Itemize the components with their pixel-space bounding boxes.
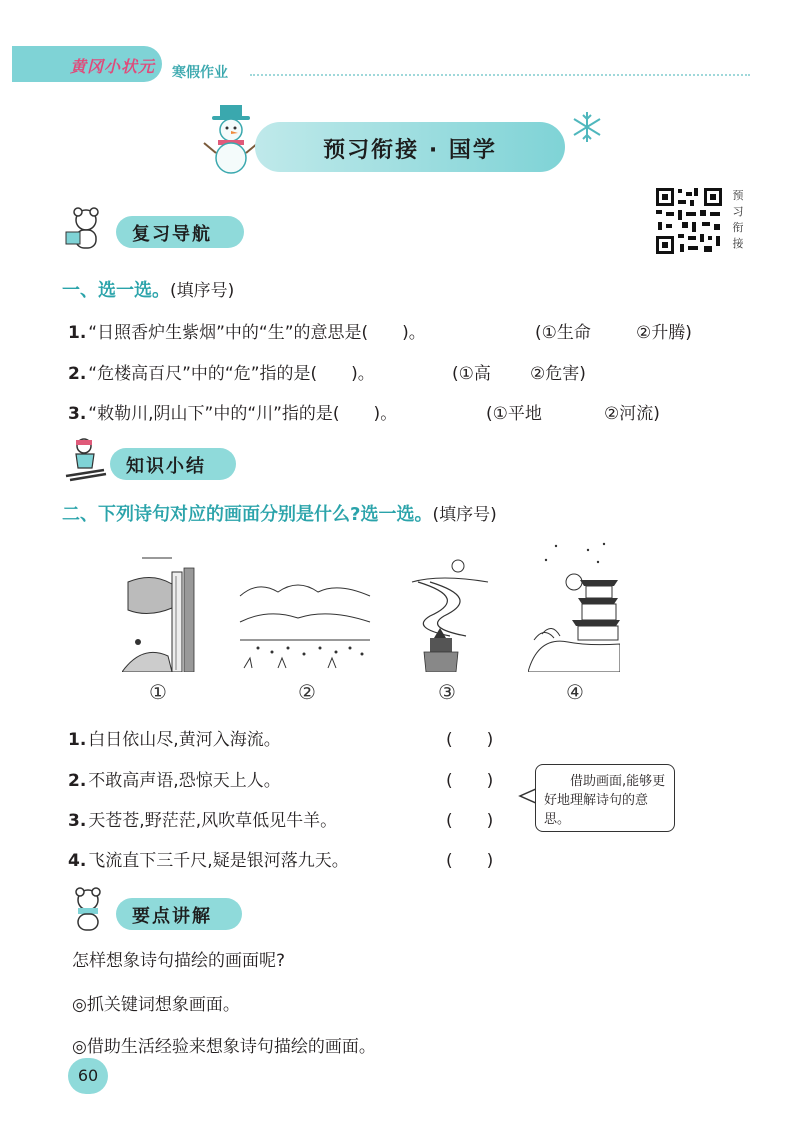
part2-item-2: 2. 不敢高声语,恐惊天上人。 — [68, 771, 281, 791]
part2-item-4: 4. 飞流直下三千尺,疑是银河落九天。 — [68, 851, 349, 871]
part1-item-2-option-b: ②危害) — [530, 364, 586, 384]
section-knowledge-label: 知识小结 — [126, 456, 206, 477]
picture-night-tower — [528, 540, 620, 672]
picture-label-4: ④ — [566, 680, 584, 704]
picture-label-1: ① — [149, 680, 167, 704]
snowflake-icon — [570, 110, 604, 144]
key-point-2: ◎借助生活经验来想象诗句描绘的画面。 — [72, 1037, 376, 1057]
part2-item-3-blank[interactable]: ( ) — [446, 811, 494, 831]
part1-item-3-option-a: (①平地 — [486, 404, 542, 424]
section-knowledge — [110, 448, 236, 480]
tip-text: 借助画面,能够更好地理解诗句的意思。 — [544, 774, 666, 827]
part1-item-3-option-b: ②河流) — [604, 404, 660, 424]
section-review — [116, 216, 244, 248]
section-key-points-label: 要点讲解 — [132, 906, 212, 927]
part1-item-1-option-b: ②升腾) — [636, 323, 692, 343]
part1-heading: 一、选一选。(填序号) — [62, 280, 235, 301]
picture-yellow-river — [410, 552, 490, 672]
part2-item-1-blank[interactable]: ( ) — [446, 730, 494, 750]
part2-heading: 二、下列诗句对应的画面分别是什么?选一选。(填序号) — [62, 504, 497, 525]
part1-item-3: 3. “敕勒川,阴山下”中的“川”指的是( )。 — [68, 404, 398, 424]
brand-logo: 黄冈小状元 — [70, 57, 156, 76]
key-point-1: ◎抓关键词想象画面。 — [72, 995, 240, 1015]
page-number: 60 — [68, 1058, 108, 1094]
snowman-icon — [200, 103, 262, 175]
picture-grassland — [238, 552, 372, 672]
part2-item-3: 3. 天苍苍,野茫茫,风吹草低见牛羊。 — [68, 811, 338, 831]
section-key-points — [116, 898, 242, 930]
part1-item-1-option-a: (①生命 — [535, 323, 591, 343]
part2-item-4-blank[interactable]: ( ) — [446, 851, 494, 871]
picture-label-2: ② — [298, 680, 316, 704]
page-title: 预习衔接 · 国学 — [323, 138, 497, 163]
header-divider — [250, 74, 750, 76]
picture-waterfall — [122, 552, 198, 672]
part2-item-1: 1. 白日依山尽,黄河入海流。 — [68, 730, 281, 750]
title-banner — [255, 122, 565, 172]
bear-reading-icon — [62, 206, 108, 252]
qr-code-icon[interactable] — [654, 186, 724, 256]
skier-icon — [62, 436, 108, 482]
part1-item-1: 1. “日照香炉生紫烟”中的“生”的意思是( )。 — [68, 323, 426, 343]
part1-item-2: 2. “危楼高百尺”中的“危”指的是( )。 — [68, 364, 375, 384]
part1-item-2-option-a: (①高 — [452, 364, 491, 384]
part2-item-2-blank[interactable]: ( ) — [446, 771, 494, 791]
tip-bubble — [535, 764, 675, 832]
section-review-label: 复习导航 — [132, 224, 212, 245]
key-question: 怎样想象诗句描绘的画面呢? — [72, 951, 286, 971]
qr-label: 预 习 衔 接 — [732, 189, 744, 250]
header-subtitle: 寒假作业 — [172, 65, 228, 81]
picture-label-3: ③ — [438, 680, 456, 704]
bear-mascot-icon — [64, 886, 110, 932]
